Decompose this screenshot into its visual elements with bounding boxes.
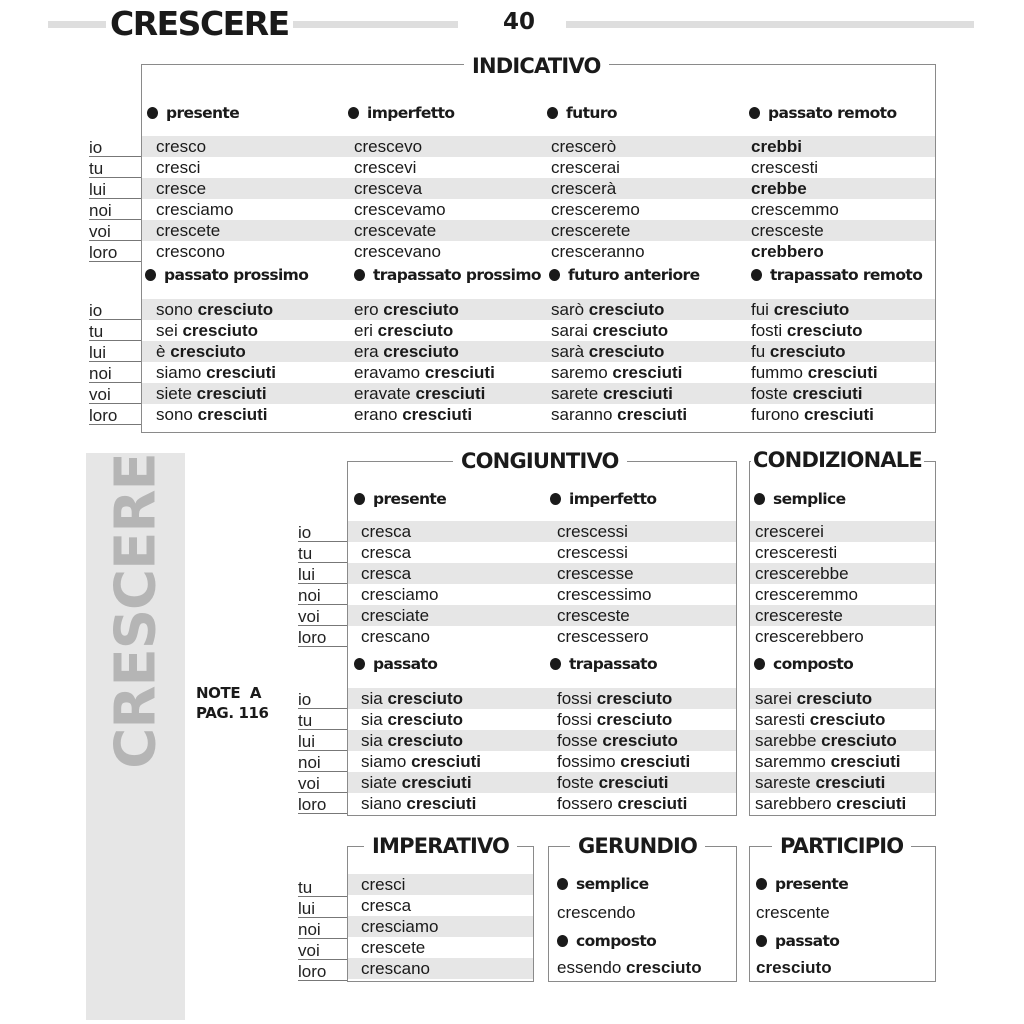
conjugation-cell: cresco [156,137,207,156]
conjugation-cell: fu cresciuto [751,342,846,361]
tense-heading: passato prossimo [145,265,308,285]
conjugation-row [142,241,935,262]
conjugation-cell: sarò cresciuto [551,300,665,319]
participio-title: PARTICIPIO [772,836,911,857]
conjugation-row [348,584,736,605]
conjugation-cell: crescerei [755,522,824,541]
pronoun-label: noi [89,362,141,383]
conjugation-cell: fosse cresciuto [557,731,678,750]
conjugation-cell: crescono [156,242,225,261]
conjugation-cell: cresceranno [551,242,645,261]
pronoun-label: io [298,688,347,709]
bullet-icon [557,935,568,947]
conjugation-cell: saresti cresciuto [755,710,886,729]
conjugation-cell: crescevi [354,158,417,177]
tense-heading: futuro anteriore [549,265,700,285]
conjugation-cell: fui cresciuto [751,300,850,319]
condizionale-title: CONDIZIONALE [753,448,922,472]
gerundio-compound-head: composto [557,931,656,951]
conjugation-cell: crebbero [751,242,824,261]
conjugation-cell: crescerà [551,179,617,198]
conjugation-cell: fossimo cresciuti [557,752,691,771]
conjugation-cell: crescessi [557,543,628,562]
pronoun-label: loro [89,241,141,262]
conjugation-row [348,916,533,937]
pronoun-label: lui [89,341,141,362]
conjugation-row [750,730,935,751]
conjugation-cell: crescerai [551,158,620,177]
conjugation-row [348,563,736,584]
tense-heading: presente [147,103,239,123]
conjugation-row [142,320,935,341]
conjugation-cell: foste cresciuti [557,773,669,792]
conjugation-cell: erano cresciuti [354,405,473,424]
verb-title: CRESCERE [106,4,293,43]
tense-heading: passato [354,654,437,674]
conjugation-cell: siamo cresciuti [156,363,277,382]
conjugation-cell: crescereste [755,606,843,625]
pronoun-label: io [298,521,347,542]
bullet-icon [145,269,156,281]
tense-heading: presente [354,489,446,509]
conjugation-cell: sei cresciuto [156,321,259,340]
conjugation-cell: crescesse [557,564,634,583]
tense-heading: composto [754,654,853,674]
gerundio-compound-value: essendo cresciuto [557,958,702,977]
tense-heading: imperfetto [550,489,656,509]
conjugation-cell: crescano [361,627,430,646]
conjugation-row [348,874,533,895]
pronoun-label: voi [298,605,347,626]
pronoun-label: noi [298,584,347,605]
participio-present-value: crescente [756,903,830,922]
conjugation-cell: foste cresciuti [751,384,863,403]
pronoun-label: voi [89,383,141,404]
conjugation-row [142,178,935,199]
pronoun-label: voi [298,939,347,960]
conjugation-row [750,626,935,647]
pronoun-label: lui [89,178,141,199]
bullet-icon [749,107,760,119]
conjugation-row [348,521,736,542]
conjugation-cell: crescano [361,959,430,978]
conjugation-cell: cresci [361,875,406,894]
pronoun-label: loro [89,404,141,425]
conjugation-row [750,521,935,542]
conjugation-cell: crescessi [557,522,628,541]
pronoun-label: noi [89,199,141,220]
conjugation-cell: crescete [156,221,221,240]
gerundio-simple-head: semplice [557,874,649,894]
pronoun-label: io [89,299,141,320]
conjugation-cell: sareste cresciuti [755,773,886,792]
conjugation-cell: cresciamo [361,585,439,604]
bullet-icon [547,107,558,119]
conjugation-row [142,341,935,362]
tense-heading: trapassato remoto [751,265,922,285]
conjugation-cell: eravate cresciuti [354,384,486,403]
conjugation-cell: saremo cresciuti [551,363,683,382]
conjugation-cell: sono cresciuto [156,300,274,319]
conjugation-cell: saranno cresciuti [551,405,688,424]
conjugation-row [348,751,736,772]
page-number: 40 [503,9,536,35]
conjugation-cell: sarai cresciuto [551,321,669,340]
tense-heading: semplice [754,489,846,509]
conjugation-cell: fossi cresciuto [557,689,673,708]
conjugation-cell: crebbi [751,137,803,156]
conjugation-cell: crescevano [354,242,441,261]
conjugation-cell: siamo cresciuti [361,752,482,771]
conjugation-row [142,299,935,320]
conjugation-row [750,563,935,584]
conjugation-cell: sia cresciuto [361,689,464,708]
conjugation-cell: sarà cresciuto [551,342,665,361]
header-rule-right [566,21,974,28]
conjugation-row [750,751,935,772]
conjugation-cell: fummo cresciuti [751,363,878,382]
tense-heading: imperfetto [348,103,454,123]
conjugation-cell: sarebbe cresciuto [755,731,897,750]
conjugation-cell: sarei cresciuto [755,689,873,708]
pronoun-label: loro [298,793,347,814]
conjugation-cell: cresceresti [755,543,838,562]
conjugation-cell: sarete cresciuti [551,384,673,403]
conjugation-row [142,404,935,425]
bullet-icon [754,493,765,505]
conjugation-cell: crescete [361,938,426,957]
conjugation-row [348,895,533,916]
participio-present-head: presente [756,874,848,894]
bullet-icon [751,269,762,281]
pronoun-label: lui [298,897,347,918]
bullet-icon [348,107,359,119]
conjugation-cell: crescessimo [557,585,652,604]
conjugation-row [142,362,935,383]
bullet-icon [354,269,365,281]
conjugation-row [348,688,736,709]
bullet-icon [754,658,765,670]
indicativo-title: INDICATIVO [464,56,609,77]
conjugation-cell: crescesti [751,158,819,177]
conjugation-cell: crescerete [551,221,631,240]
note-line-2: PAG. 116 [196,704,269,722]
conjugation-cell: cresciamo [156,200,234,219]
conjugation-cell: furono cresciuti [751,405,874,424]
conjugation-cell: eravamo cresciuti [354,363,495,382]
tense-heading: passato remoto [749,103,897,123]
gerundio-title: GERUNDIO [570,836,705,857]
conjugation-cell: cresceste [751,221,824,240]
imperativo-title: IMPERATIVO [364,836,517,857]
conjugation-row [348,605,736,626]
tense-heading: trapassato [550,654,657,674]
pronoun-label: voi [298,772,347,793]
conjugation-row [348,958,533,979]
pronoun-label: noi [298,918,347,939]
conjugation-cell: crescessero [557,627,649,646]
participio-past-value: cresciuto [756,958,832,977]
pronoun-label: lui [298,730,347,751]
conjugation-cell: crescevate [354,221,437,240]
pronoun-label: noi [298,751,347,772]
conjugation-cell: fossi cresciuto [557,710,673,729]
conjugation-cell: eri cresciuto [354,321,454,340]
bullet-icon [756,878,767,890]
conjugation-cell: cresceva [354,179,423,198]
conjugation-row [750,793,935,814]
pronoun-label: tu [89,320,141,341]
note-line-1: NOTE A [196,684,262,702]
pronoun-label: lui [298,563,347,584]
conjugation-cell: siete cresciuti [156,384,267,403]
conjugation-row [348,730,736,751]
conjugation-row [142,136,935,157]
conjugation-cell: cresceremmo [755,585,858,604]
conjugation-cell: siano cresciuti [361,794,477,813]
bullet-icon [550,658,561,670]
conjugation-row [348,626,736,647]
conjugation-cell: siate cresciuti [361,773,472,792]
conjugation-row [348,542,736,563]
pronoun-label: tu [298,876,347,897]
bullet-icon [549,269,560,281]
bullet-icon [756,935,767,947]
pronoun-label: loro [298,960,347,981]
conjugation-row [142,383,935,404]
pronoun-label: tu [298,709,347,730]
bullet-icon [147,107,158,119]
conjugation-row [348,793,736,814]
conjugation-cell: ero cresciuto [354,300,459,319]
conjugation-row [750,542,935,563]
side-verb-panel [86,453,185,1020]
note-reference [196,683,269,723]
conjugation-row [348,709,736,730]
conjugation-cell: cresceremo [551,200,640,219]
conjugation-cell: cresca [361,522,412,541]
congiuntivo-title: CONGIUNTIVO [453,451,627,472]
conjugation-row [142,157,935,178]
conjugation-row [750,709,935,730]
participio-past-head: passato [756,931,839,951]
conjugation-cell: crescevamo [354,200,446,219]
conjugation-cell: crebbe [751,179,807,198]
pronoun-label: tu [298,542,347,563]
conjugation-row [750,688,935,709]
conjugation-cell: è cresciuto [156,342,246,361]
conjugation-cell: sia cresciuto [361,731,464,750]
conjugation-cell: crescerò [551,137,617,156]
conjugation-row [750,605,935,626]
side-verb-label: CRESCERE [103,453,168,769]
conjugation-row [348,937,533,958]
conjugation-row [142,199,935,220]
bullet-icon [354,658,365,670]
conjugation-cell: cresciate [361,606,430,625]
bullet-icon [557,878,568,890]
conjugation-cell: cresca [361,896,412,915]
conjugation-row [750,584,935,605]
tense-heading: trapassato prossimo [354,265,541,285]
conjugation-cell: crescemmo [751,200,839,219]
conjugation-cell: cresca [361,564,412,583]
conjugation-cell: era cresciuto [354,342,459,361]
conjugation-cell: cresci [156,158,201,177]
conjugation-cell: cresceste [557,606,630,625]
conjugation-row [142,220,935,241]
conjugation-row [750,772,935,793]
conjugation-cell: crescerebbe [755,564,849,583]
pronoun-label: io [89,136,141,157]
conjugation-cell: sarebbero cresciuti [755,794,907,813]
bullet-icon [354,493,365,505]
conjugation-cell: saremmo cresciuti [755,752,901,771]
conjugation-cell: cresce [156,179,207,198]
conjugation-cell: sia cresciuto [361,710,464,729]
pronoun-label: loro [298,626,347,647]
tense-heading: futuro [547,103,617,123]
conjugation-cell: cresca [361,543,412,562]
bullet-icon [550,493,561,505]
conjugation-cell: crescerebbero [755,627,864,646]
conjugation-cell: cresciamo [361,917,439,936]
conjugation-cell: fossero cresciuti [557,794,688,813]
conjugation-cell: sono cresciuti [156,405,268,424]
pronoun-label: voi [89,220,141,241]
pronoun-label: tu [89,157,141,178]
gerundio-simple-value: crescendo [557,903,636,922]
conjugation-row [348,772,736,793]
conjugation-cell: fosti cresciuto [751,321,863,340]
conjugation-cell: crescevo [354,137,423,156]
